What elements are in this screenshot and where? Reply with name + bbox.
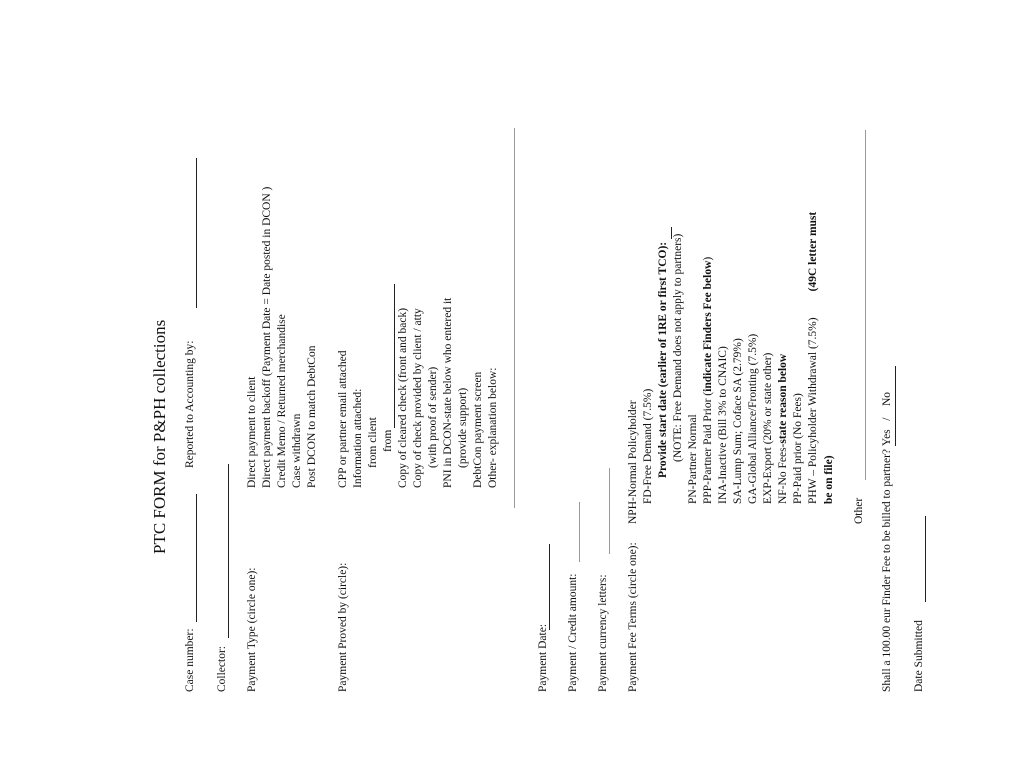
payment-currency-field[interactable] xyxy=(609,468,610,554)
date-submitted-field[interactable] xyxy=(925,516,926,602)
explanation-line[interactable] xyxy=(514,128,515,508)
collector-field[interactable] xyxy=(228,464,229,638)
fee-term-note: (NOTE: Free Demand does not apply to partners) xyxy=(672,233,684,462)
payment-type-option[interactable]: Direct payment backoff (Payment Date = Date posted in DCON ) xyxy=(261,186,273,488)
payment-proved-option[interactable]: DebtCon payment screen xyxy=(472,371,484,488)
payment-proved-option: (provide support) xyxy=(457,387,469,468)
payment-currency-label: Payment currency letters: xyxy=(597,574,609,692)
date-submitted-label: Date Submitted xyxy=(913,620,925,692)
payment-proved-option[interactable]: Copy of check provided by client / atty xyxy=(412,308,424,488)
payment-proved-option[interactable]: PNI in DCON-state below who entered it xyxy=(442,297,454,488)
payment-type-label: Payment Type (circle one): xyxy=(246,567,258,692)
finder-fee-answer[interactable] xyxy=(880,366,896,446)
finder-fee-separator: / xyxy=(881,417,893,421)
case-number-label: Case number: xyxy=(184,628,196,692)
fee-term-sa[interactable]: SA-Lump Sum; Coface SA (2.79%) xyxy=(732,338,744,504)
finder-fee-row xyxy=(880,366,896,692)
finder-fee-question: Shall a 100.00 eur Finder Fee to be billed to partner? xyxy=(881,448,893,692)
fee-term-phw[interactable] xyxy=(806,212,821,504)
payment-proved-option[interactable]: CPP or partner email attached xyxy=(337,350,349,488)
phw-text: PHW – Policyholder Withdrawal (7.5%) xyxy=(807,317,819,504)
fee-term-ppp[interactable] xyxy=(701,257,716,504)
fee-term-other[interactable]: Other xyxy=(853,497,865,524)
payment-proved-option[interactable]: Copy of cleared check (front and back) xyxy=(397,307,409,488)
payment-proved-option[interactable]: Information attached: xyxy=(352,388,364,488)
page-title: PTC FORM for P&PH collections xyxy=(150,319,169,554)
reported-to-accounting-field[interactable] xyxy=(196,158,197,308)
nf-prefix: NF-No Fees- xyxy=(777,443,789,504)
payment-proved-option[interactable]: from xyxy=(382,429,394,452)
fee-term-pn[interactable]: PN-Partner Normal xyxy=(687,414,699,504)
payment-date-label: Payment Date: xyxy=(537,623,549,692)
fee-terms-label: Payment Fee Terms (circle one): xyxy=(627,542,639,692)
payment-type-option[interactable]: Case withdrawn xyxy=(291,413,303,488)
payment-proved-option[interactable]: Other- explanation below: xyxy=(487,367,499,488)
fee-term-ga[interactable]: GA-Global Alliance/Fronting (7.5%) xyxy=(747,333,759,504)
fee-term-start-date xyxy=(656,227,672,478)
payment-amount-label: Payment / Credit amount: xyxy=(567,573,579,692)
phw-bold-2: be on file) xyxy=(823,455,835,504)
payment-proved-option[interactable]: from client xyxy=(367,417,379,468)
payment-type-option[interactable]: Direct payment to client xyxy=(246,376,258,488)
ppp-suffix: ) xyxy=(702,256,714,261)
payment-date-field[interactable] xyxy=(549,544,550,630)
fee-term-ina[interactable]: INA-Inactive (Bill 3% to CNAIC) xyxy=(717,346,729,504)
other-field[interactable] xyxy=(865,130,866,480)
fee-term-pp[interactable]: PP-Paid prior (No Fees) xyxy=(792,393,804,504)
payment-type-option[interactable]: Post DCON to match DebtCon xyxy=(306,345,318,488)
start-date-label: Provide start date (earlier of 1RE or first TCO): xyxy=(657,241,669,478)
phw-bold-1: (49C letter must xyxy=(807,211,819,292)
fee-term-fd[interactable]: FD-Free Demand (7.5%) xyxy=(642,388,654,504)
nf-bold: state reason below xyxy=(777,353,789,444)
fee-term-nph[interactable]: NPH-Normal Policyholder xyxy=(627,400,639,524)
fee-term-exp[interactable]: EXP-Export (20% or state other) xyxy=(762,352,774,504)
fee-term-nf[interactable] xyxy=(776,354,791,504)
case-number-field[interactable] xyxy=(196,494,197,622)
finder-fee-yes[interactable]: Yes xyxy=(881,429,893,447)
ppp-prefix: PPP-Partner Paid Prior ( xyxy=(702,391,714,504)
reported-to-accounting-label: Reported to Accounting by: xyxy=(184,340,196,468)
collector-label: Collector: xyxy=(216,646,228,692)
finder-fee-no[interactable]: No xyxy=(881,391,893,407)
start-date-field[interactable] xyxy=(656,227,672,239)
ppp-bold: indicate Finders Fee below xyxy=(702,260,714,392)
payment-amount-field[interactable] xyxy=(579,502,580,562)
from-field[interactable] xyxy=(394,284,395,428)
payment-proved-label: Payment Proved by (circle): xyxy=(337,562,349,692)
payment-type-option[interactable]: Credit Memo / Returned merchandise xyxy=(276,314,288,488)
payment-proved-option: (with proof of sender) xyxy=(427,366,439,468)
